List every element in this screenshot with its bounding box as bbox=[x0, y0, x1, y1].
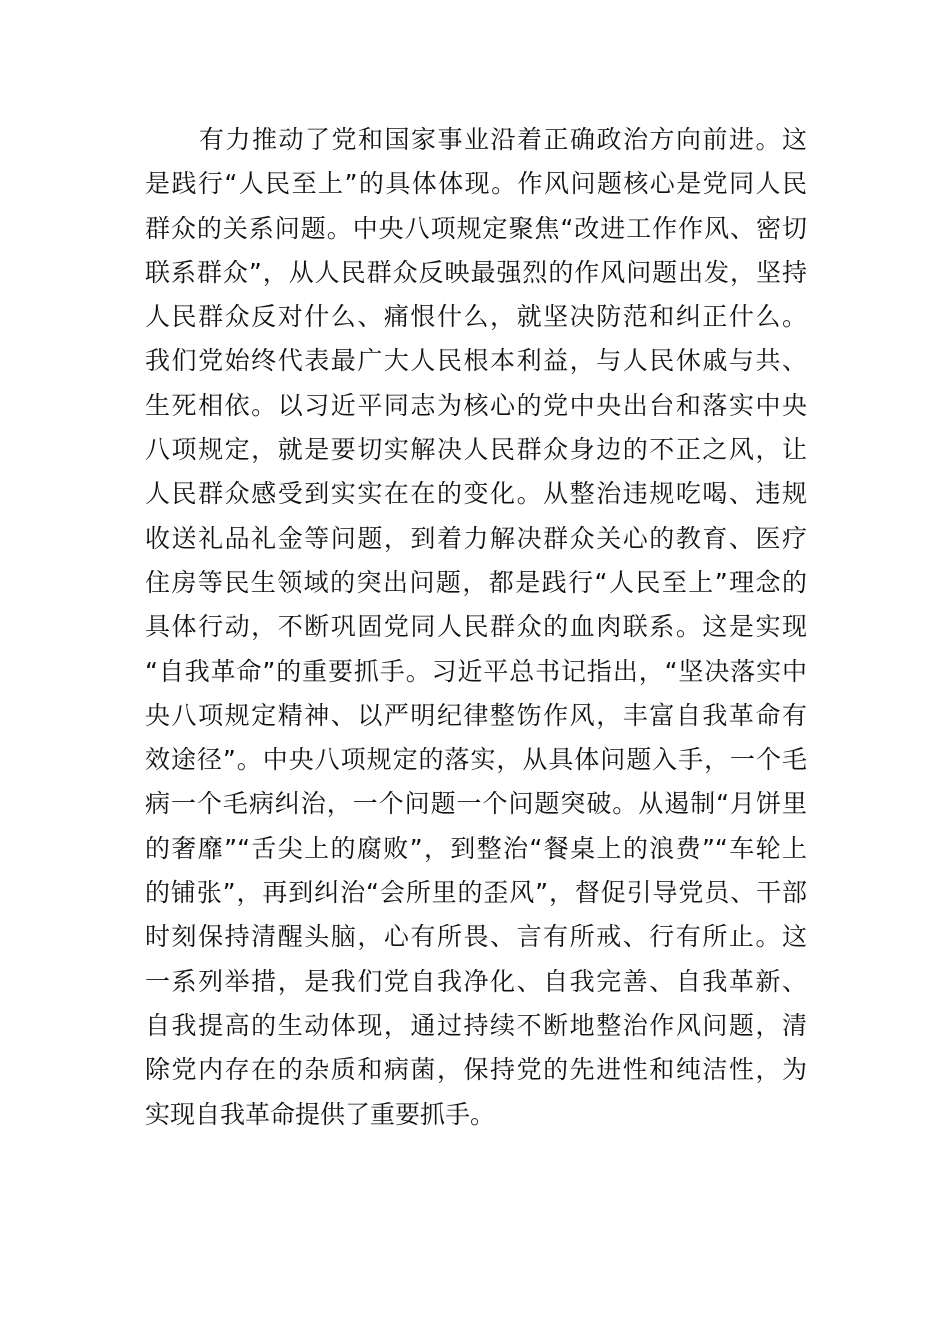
text-line: 的铺张”，再到纠治“会所里的歪风”，督促引导党员、干部 bbox=[145, 878, 807, 908]
text-line: 人民群众反对什么、痛恨什么，就坚决防范和纠正什么。 bbox=[145, 302, 807, 332]
text-line: 时刻保持清醒头脑，心有所畏、言有所戒、行有所止。这 bbox=[145, 922, 807, 952]
text-line: 收送礼品礼金等问题，到着力解决群众关心的教育、医疗 bbox=[145, 523, 807, 553]
text-line: 八项规定，就是要切实解决人民群众身边的不正之风，让 bbox=[145, 435, 807, 465]
text-line: 实现自我革命提供了重要抓手。 bbox=[145, 1099, 496, 1129]
text-line: 一系列举措，是我们党自我净化、自我完善、自我革新、 bbox=[145, 966, 807, 996]
text-line: 生死相依。以习近平同志为核心的党中央出台和落实中央 bbox=[145, 390, 807, 420]
text-line: 的奢靡”“舌尖上的腐败”，到整治“餐桌上的浪费”“车轮上 bbox=[145, 833, 807, 863]
text-line: 人民群众感受到实实在在的变化。从整治违规吃喝、违规 bbox=[145, 479, 807, 509]
text-line: 除党内存在的杂质和病菌，保持党的先进性和纯洁性，为 bbox=[145, 1055, 807, 1085]
text-line: 效途径”。中央八项规定的落实，从具体问题入手，一个毛 bbox=[145, 745, 807, 775]
text-line: 央八项规定精神、以严明纪律整饬作风，丰富自我革命有 bbox=[145, 700, 807, 730]
text-line: 具体行动，不断巩固党同人民群众的血肉联系。这是实现 bbox=[145, 612, 807, 642]
text-line: 病一个毛病纠治，一个问题一个问题突破。从遏制“月饼里 bbox=[145, 789, 807, 819]
text-line: 联系群众”，从人民群众反映最强烈的作风问题出发，坚持 bbox=[145, 257, 807, 287]
text-line: 自我提高的生动体现，通过持续不断地整治作风问题，清 bbox=[145, 1010, 807, 1040]
text-line: 是践行“人民至上”的具体体现。作风问题核心是党同人民 bbox=[145, 169, 807, 199]
text-line: “自我革命”的重要抓手。习近平总书记指出，“坚决落实中 bbox=[145, 656, 807, 686]
text-line: 住房等民生领域的突出问题，都是践行“人民至上”理念的 bbox=[145, 567, 807, 597]
body-paragraph bbox=[145, 118, 807, 1137]
text-line: 有力推动了党和国家事业沿着正确政治方向前进。这 bbox=[199, 125, 807, 154]
text-line: 我们党始终代表最广大人民根本利益，与人民休戚与共、 bbox=[145, 346, 807, 376]
text-line: 群众的关系问题。中央八项规定聚焦“改进工作作风、密切 bbox=[145, 213, 807, 243]
